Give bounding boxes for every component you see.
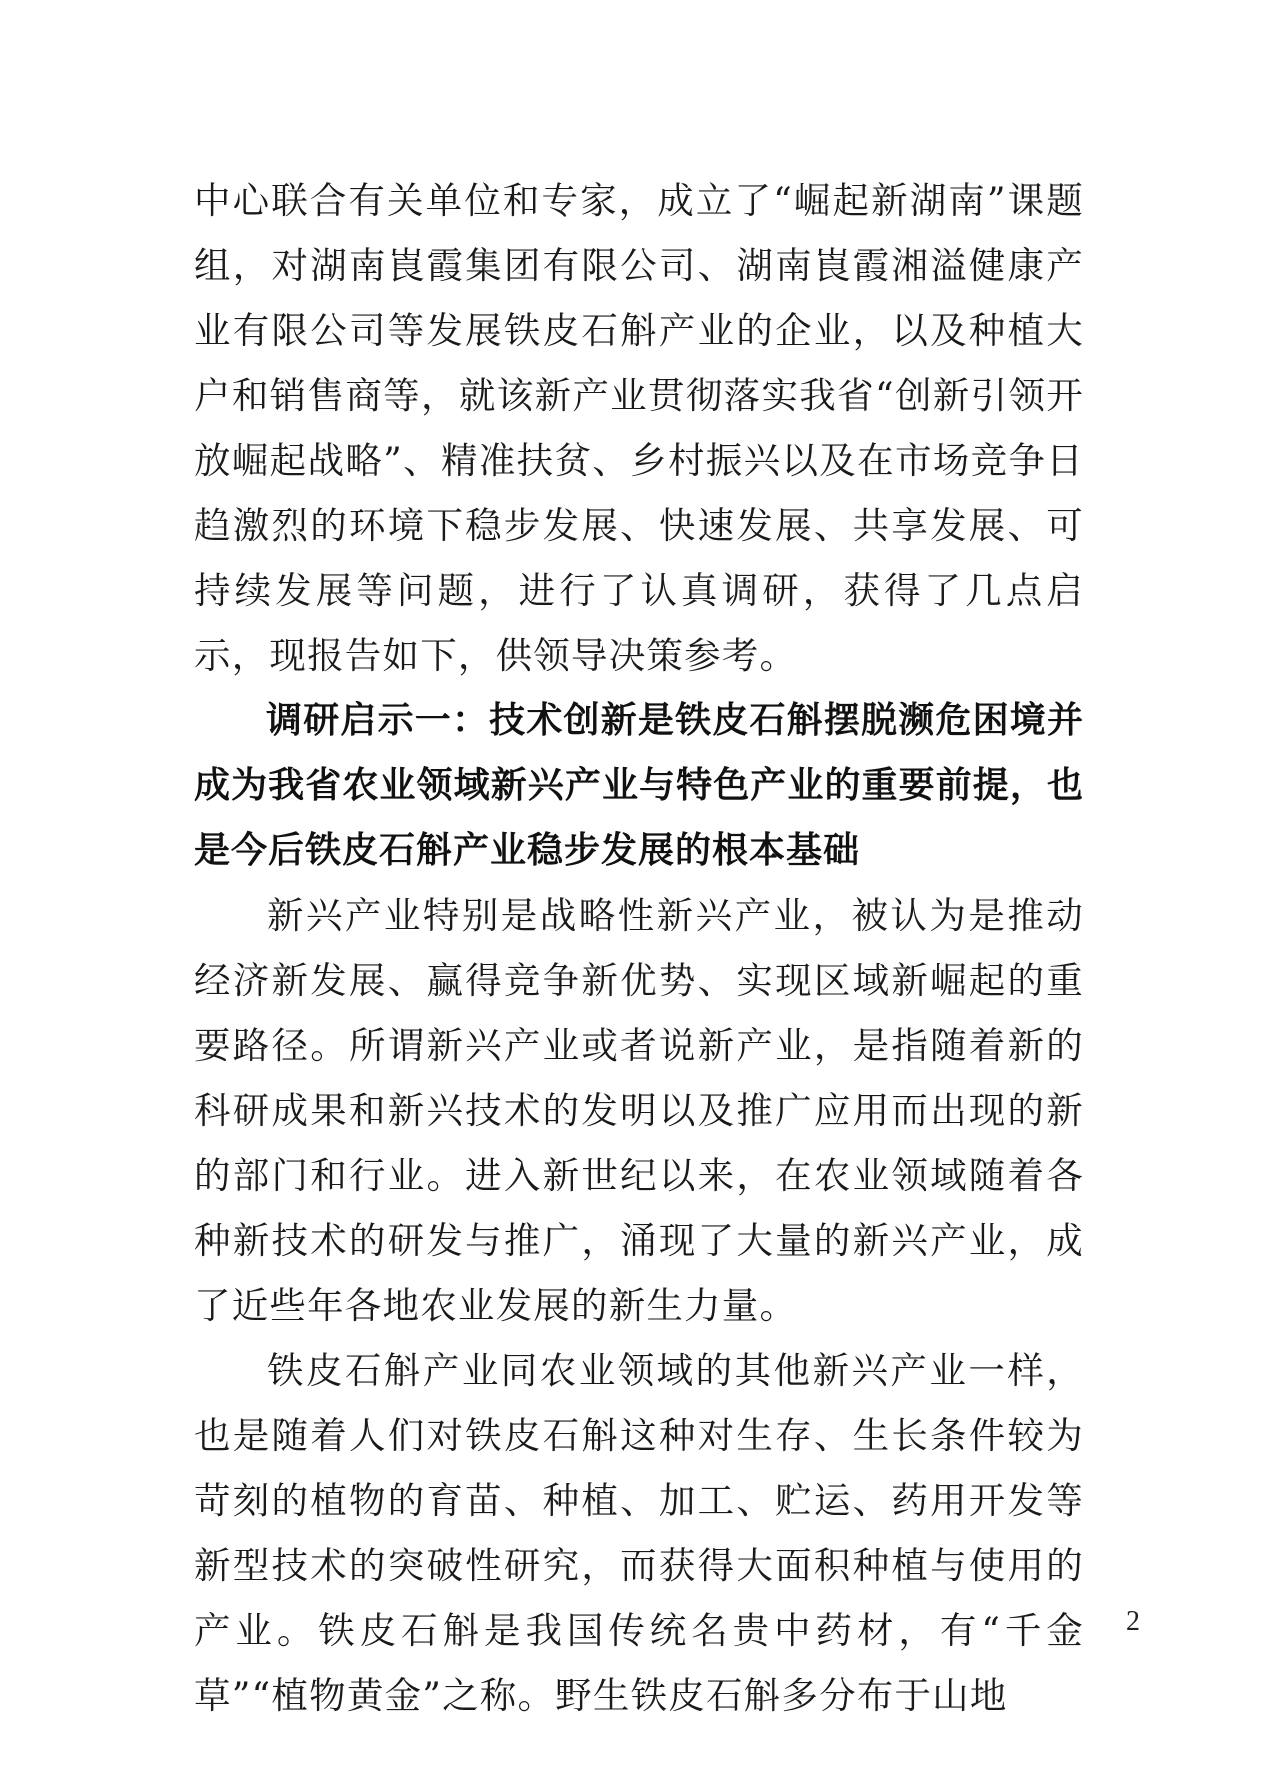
document-body (194, 168, 1084, 1728)
page-number: 2 (1126, 1606, 1140, 1637)
paragraph-continued: 中心联合有关单位和专家，成立了“崛起新湖南”课题组，对湖南崀霞集团有限公司、湖南崀霞湘溢健康产业有限公司等发展铁皮石斛产业的企业，以及种植大户和销售商等，就该新产业贯彻落实我省“创新引领开放崛起战略”、精准扶贫、乡村振兴以及在市场竞争日趋激烈的环境下稳步发展、快速发展、共享发展、可持续发展等问题，进行了认真调研，获得了几点启示，现报告如下，供领导决策参考。 (194, 179, 1084, 677)
section-heading: 调研启示一：技术创新是铁皮石斛摆脱濒危困境并成为我省农业领域新兴产业与特色产业的重要前提，也是今后铁皮石斛产业稳步发展的根本基础 (194, 700, 1084, 871)
paragraph: 新兴产业特别是战略性新兴产业，被认为是推动经济新发展、赢得竞争新优势、实现区域新崛起的重要路径。所谓新兴产业或者说新产业，是指随着新的科研成果和新兴技术的发明以及推广应用而出现的新的部门和行业。进入新世纪以来，在农业领域随着各种新技术的研发与推广，涌现了大量的新兴产业，成了近些年各地农业发展的新生力量。 (194, 894, 1084, 1327)
paragraph: 铁皮石斛产业同农业领域的其他新兴产业一样，也是随着人们对铁皮石斛这种对生存、生长条件较为苛刻的植物的育苗、种植、加工、贮运、药用开发等新型技术的突破性研究，而获得大面积种植与使用的产业。铁皮石斛是我国传统名贵中药材，有“千金草”“植物黄金”之称。野生铁皮石斛多分布于山地 (194, 1349, 1084, 1717)
